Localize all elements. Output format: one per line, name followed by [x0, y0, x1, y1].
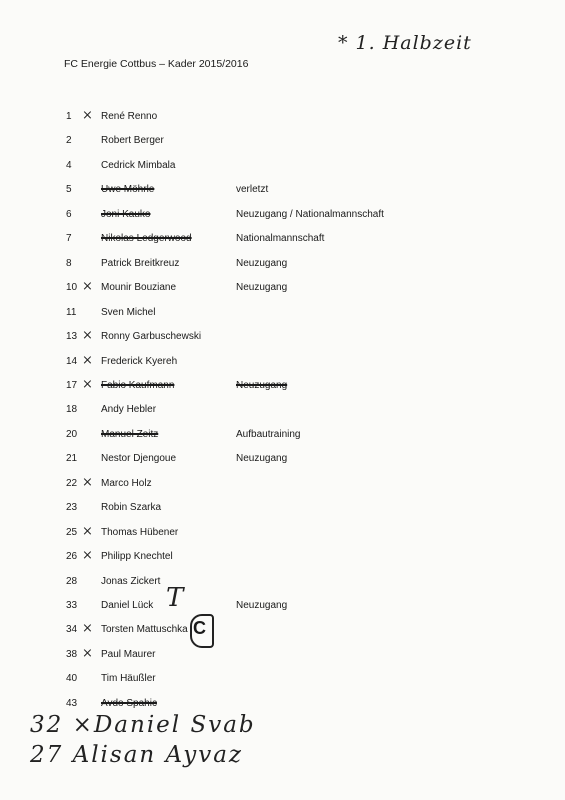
roster-row [0, 475, 565, 496]
player-name: Cedrick Mimbala [101, 160, 176, 171]
roster-row [0, 548, 565, 569]
jersey-number: 21 [66, 453, 78, 464]
handwritten-addition-1: 32 ×Daniel Svab [30, 712, 256, 738]
jersey-number: 34 [66, 624, 78, 635]
jersey-number: 1 [66, 111, 72, 122]
roster-row [0, 673, 565, 691]
check-mark-icon: × [82, 524, 93, 539]
roster-row [0, 453, 565, 471]
check-mark-icon: × [82, 646, 93, 661]
player-name: Nikolas Ledgerwood [101, 233, 192, 244]
roster-row [0, 377, 565, 398]
jersey-number: 13 [66, 331, 78, 342]
jersey-number: 5 [66, 184, 72, 195]
jersey-number: 4 [66, 160, 72, 171]
player-status-note: Nationalmannschaft [236, 233, 325, 244]
jersey-number: 6 [66, 209, 72, 220]
roster-row [0, 279, 565, 300]
roster-row [0, 160, 565, 178]
roster-row [0, 328, 565, 349]
jersey-number: 17 [66, 380, 78, 391]
player-name: Ronny Garbuschewski [101, 331, 202, 342]
jersey-number: 22 [66, 478, 78, 489]
player-status-note: Neuzugang [236, 258, 288, 269]
player-status-note: Neuzugang / Nationalmannschaft [236, 209, 384, 220]
player-name: Jonas Zickert [101, 576, 161, 587]
jersey-number: 20 [66, 429, 78, 440]
player-name: Daniel Lück [101, 600, 154, 611]
roster-row [0, 621, 565, 642]
check-mark-icon: × [82, 108, 93, 123]
roster-row [0, 135, 565, 153]
roster-row [0, 184, 565, 202]
player-status-note: Neuzugang [236, 600, 288, 611]
player-name: Robert Berger [101, 135, 164, 146]
page-title: FC Energie Cottbus – Kader 2015/2016 [64, 58, 249, 70]
jersey-number: 8 [66, 258, 72, 269]
jersey-number: 2 [66, 135, 72, 146]
check-mark-icon: × [82, 353, 93, 368]
roster-row [0, 600, 565, 618]
roster-row [0, 502, 565, 520]
jersey-number: 28 [66, 576, 78, 587]
player-name: Paul Maurer [101, 649, 156, 660]
player-status-note: Neuzugang [236, 453, 288, 464]
player-name: Manuel Zeitz [101, 429, 159, 440]
jersey-number: 40 [66, 673, 78, 684]
player-name: Nestor Djengoue [101, 453, 177, 464]
roster-row [0, 429, 565, 447]
handwritten-header-note: * 1. Halbzeit [338, 32, 472, 54]
jersey-number: 14 [66, 356, 78, 367]
player-name: Marco Holz [101, 478, 152, 489]
check-mark-icon: × [82, 328, 93, 343]
jersey-number: 7 [66, 233, 72, 244]
player-name: Andy Hebler [101, 404, 157, 415]
check-mark-icon: × [82, 548, 93, 563]
player-name: Sven Michel [101, 307, 156, 318]
player-name: Avdo Spahic [101, 698, 157, 709]
roster-row [0, 233, 565, 251]
roster-row [0, 646, 565, 667]
player-name: Robin Szarka [101, 502, 162, 513]
jersey-number: 33 [66, 600, 78, 611]
player-name: Torsten Mattuschka [101, 624, 188, 635]
player-name: René Renno [101, 111, 158, 122]
roster-row [0, 258, 565, 276]
player-name: Uwe Möhrle [101, 184, 155, 195]
jersey-number: 43 [66, 698, 78, 709]
player-name: Frederick Kyereh [101, 356, 178, 367]
jersey-number: 11 [66, 307, 77, 318]
check-mark-icon: × [82, 475, 93, 490]
player-name: Joni Kauko [101, 209, 151, 220]
jersey-number: 25 [66, 527, 78, 538]
jersey-number: 18 [66, 404, 78, 415]
roster-row [0, 353, 565, 374]
player-name: Patrick Breitkreuz [101, 258, 180, 269]
captain-letter: C [193, 618, 206, 638]
jersey-number: 10 [66, 282, 78, 293]
roster-row [0, 108, 565, 129]
check-mark-icon: × [82, 621, 93, 636]
roster-row [0, 576, 565, 594]
jersey-number: 38 [66, 649, 78, 660]
roster-row [0, 209, 565, 227]
player-name: Tim Häußler [101, 673, 156, 684]
player-status-note: Neuzugang [236, 282, 288, 293]
player-name: Thomas Hübener [101, 527, 179, 538]
check-mark-icon: × [82, 377, 93, 392]
handwritten-addition-2: 27 Alisan Ayvaz [30, 742, 244, 768]
player-name: Fabio Kaufmann [101, 380, 175, 391]
roster-row [0, 524, 565, 545]
player-status-note: Neuzugang [236, 380, 288, 391]
player-status-note: Aufbautraining [236, 429, 301, 440]
roster-row [0, 307, 565, 325]
roster-row [0, 404, 565, 422]
captain-mark [190, 614, 214, 648]
player-name: Philipp Knechtel [101, 551, 173, 562]
jersey-number: 26 [66, 551, 78, 562]
player-status-note: verletzt [236, 184, 269, 195]
check-mark-icon: × [82, 279, 93, 294]
keeper-mark: T [166, 583, 184, 613]
player-name: Mounir Bouziane [101, 282, 177, 293]
jersey-number: 23 [66, 502, 78, 513]
